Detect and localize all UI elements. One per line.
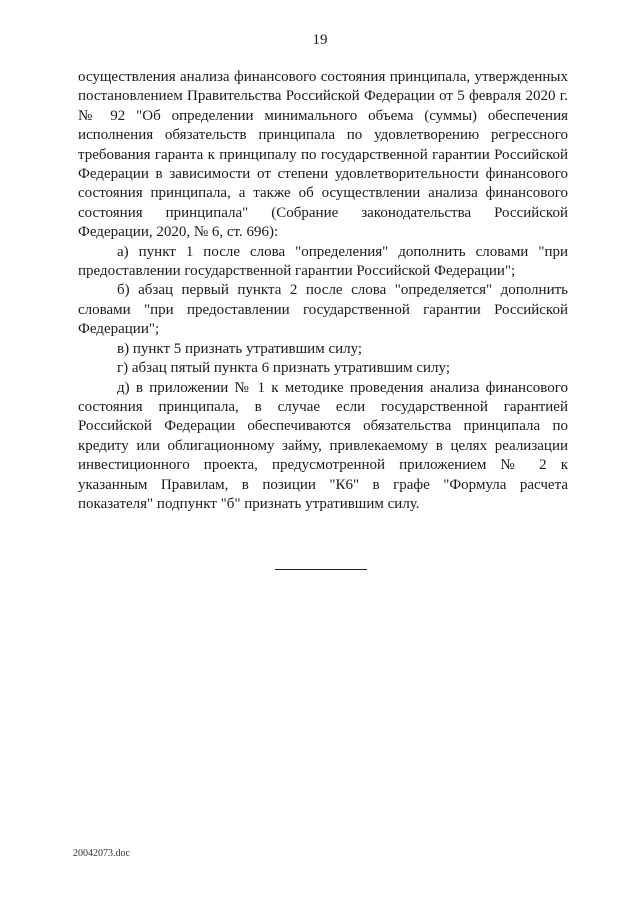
end-separator-line: [275, 569, 367, 570]
paragraph-intro: осуществления анализа финансового состояния принципала, утвержденных постановлением Правительства Российской Федерации от 5 февраля 2020 г. № 92 "Об определении минимального объема (суммы) обеспечения исполнения обязательств принципала по удовлетворению регрессного требования гаранта к принципалу по государственной гарантии Российской Федерации в зависимости от степени удовлетворительности финансового состояния принципала, а также об осуществлении анализа финансового состояния принципала" (Собрание законодательства Российской Федерации, 2020, № 6, ст. 696):: [78, 69, 568, 241]
page-number: 19: [312, 32, 328, 48]
document-body: [78, 68, 568, 514]
paragraph-item-d: д) в приложении № 1 к методике проведения анализа финансового состояния принципала, в случае если государственной гарантией Российской Федерации обеспечиваются обязательства принципала по кредиту или облигационному займу, привлекаемому в целях реализации инвестиционного проекта, предусмотренной приложением № 2 к указанным Правилам, в позиции "К6" в графе "Формула расчета показателя" подпункт "б" признать утратившим силу.: [78, 379, 568, 512]
paragraph-item-g: г) абзац пятый пункта 6 признать утратившим силу;: [117, 360, 450, 377]
paragraph-item-b: б) абзац первый пункта 2 после слова "определяется" дополнить словами "при предоставлении государственной гарантии Российской Федерации";: [78, 282, 568, 338]
paragraph-item-a: а) пункт 1 после слова "определения" дополнить словами "при предоставлении государственной гарантии Российской Федерации";: [78, 243, 568, 280]
document-file-id: 20042073.doc: [73, 848, 130, 859]
paragraph-item-v: в) пункт 5 признать утратившим силу;: [117, 340, 363, 357]
